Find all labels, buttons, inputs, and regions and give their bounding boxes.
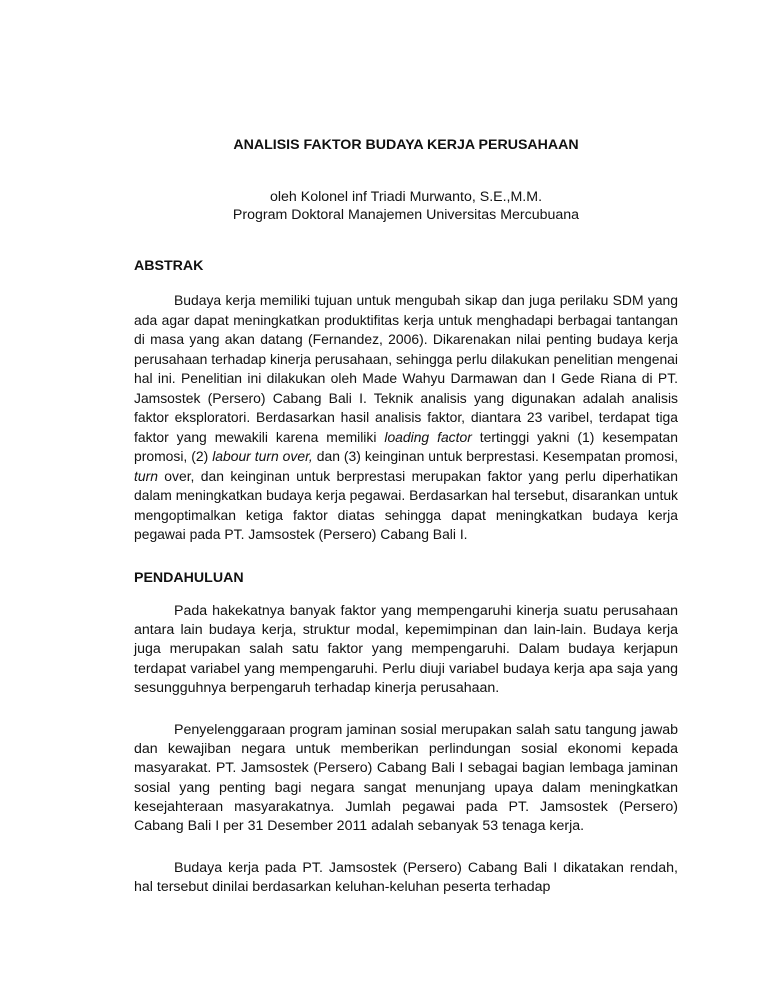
abstract-text-part1: Budaya kerja memiliki tujuan untuk mengubah sikap dan juga perilaku SDM yang ada agar dapat meningkatkan produktifitas kerja untuk menghadapi berbagai tantangan di masa yang akan datang (Fernandez, 2006). Dikarenakan nilai penting budaya kerja perusahaan terhadap kinerja perusahaan, sehingga perlu dilakukan penelitian mengenai hal ini. Penelitian ini dilakukan oleh Made Wahyu Darmawan dan I Gede Riana di PT. Jamsostek (Persero) Cabang Bali I. Teknik analisis yang digunakan adalah analisis faktor eksploratori. Berdasarkan hasil analisis faktor, diantara 23 varibel, terdapat tiga faktor yang mewakili karena memiliki: [134, 292, 678, 445]
author-line: oleh Kolonel inf Triadi Murwanto, S.E.,M.M.: [269, 189, 543, 205]
abstract-text-part3: dan (3) keinginan untuk berprestasi. Kesempatan promosi,: [312, 448, 678, 464]
author-block: [0, 188, 768, 224]
abstract-italic-loading-factor: loading factor: [384, 428, 472, 445]
affiliation-line: Program Doktoral Manajemen Universitas Mercubuana: [232, 207, 580, 223]
introduction-paragraph-1: Pada hakekatnya banyak faktor yang mempengaruhi kinerja suatu perusahaan antara lain budaya kerja, struktur modal, kepemimpinan dan lain-lain. Budaya kerja juga merupakan salah satu faktor yang mempengaruhi. Dalam budaya kerjapun terdapat variabel yang mempengaruhi. Perlu diuji variabel budaya kerja apa saja yang sesungguhnya berpengaruh terhadap kinerja perusahaan.: [134, 603, 678, 696]
abstract-italic-labour-turn-over: labour turn over,: [212, 448, 313, 464]
introduction-paragraph-2: Penyelenggaraan program jaminan sosial merupakan salah satu tangung jawab dan kewajiban negara untuk memberikan perlindungan sosial ekonomi kepada masyarakat. PT. Jamsostek (Persero) Cabang Bali I sebagai bagian lembaga jaminan sosial yang penting bagi negara sangat menunjang upaya dalam meningkatkan kesejahteraan masyarakatnya. Jumlah pegawai pada PT. Jamsostek (Persero) Cabang Bali I per 31 Desember 2011 adalah sebanyak 53 tenaga kerja.: [134, 722, 678, 835]
abstract-text-part2: tertinggi yakni (1) kesempatan promosi, (2): [134, 428, 679, 464]
abstract-heading: ABSTRAK: [134, 258, 204, 274]
abstract-text-part4: over, dan keinginan untuk berprestasi merupakan faktor yang perlu diperhatikan dalam meningkatkan budaya kerja pegawai. Berdasarkan hal tersebut, disarankan untuk mengoptimalkan ketiga faktor diatas sehingga dapat meningkatkan budaya kerja pegawai pada PT. Jamsostek (Persero) Cabang Bali I.: [134, 467, 678, 542]
document-title: ANALISIS FAKTOR BUDAYA KERJA PERUSAHAAN: [233, 137, 579, 153]
abstract-italic-turn: turn: [134, 467, 158, 484]
abstract-paragraph: [134, 291, 678, 545]
introduction-heading: PENDAHULUAN: [134, 570, 244, 586]
introduction-paragraph-3: Budaya kerja pada PT. Jamsostek (Persero) Cabang Bali I dikatakan rendah, hal tersebut dinilai berdasarkan keluhan-keluhan peserta terhadap: [134, 860, 678, 896]
